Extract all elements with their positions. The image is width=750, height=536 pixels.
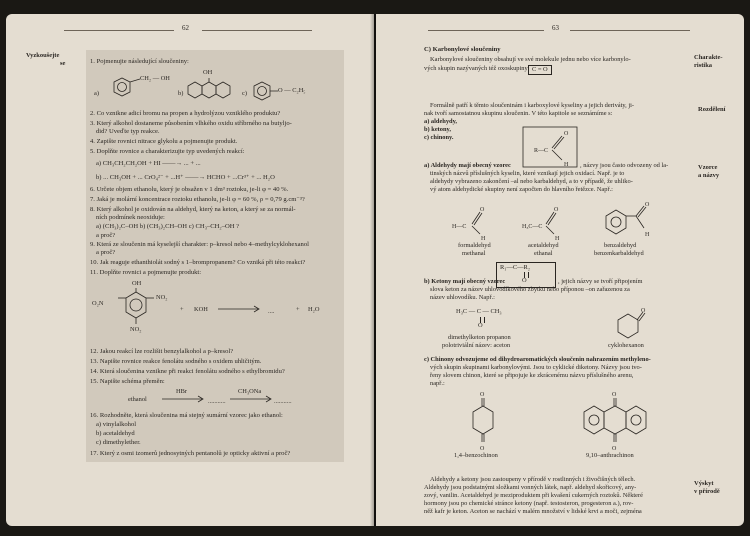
right-page <box>376 14 744 526</box>
q1-group-a: CH₂ — OH <box>140 75 170 82</box>
svg-text:O: O <box>641 308 646 314</box>
formaldehyde-name: formaldehyd <box>458 242 491 249</box>
division-chinony: c) chinony. <box>424 134 454 141</box>
question-8-why: a proč? <box>96 232 116 239</box>
question-8-cont: ních podmínek neoxiduje: <box>96 214 165 221</box>
q15-reagent-2: CH₃ONa <box>238 388 262 395</box>
question-5: 5. Doplňte rovnice a charakterizujte typ uvedených reakcí: <box>90 148 245 155</box>
quinones-line-1: c) Chinony odvozujeme od dihydroaromatických sloučenin nahrazením methyleno- <box>424 356 651 363</box>
question-4: 4. Zapište rovnici nitrace glykolu a pojmenujte produkt. <box>90 138 238 145</box>
oxo-group-box: C = O <box>528 65 552 75</box>
benzaldehyde-name-2: benzenkarbaldehyd <box>594 250 644 257</box>
svg-text:H: H <box>481 236 486 242</box>
acetone-formula: H₃C — C — CH₃ <box>456 308 502 315</box>
svg-text:O: O <box>564 131 569 137</box>
acetaldehyde-name: acetaldehyd <box>528 242 559 249</box>
benzaldehyde-name: benzaldehyd <box>604 242 637 249</box>
question-17: 17. Který z osmi izomerů jednosytných pentanolů je opticky aktivní a proč? <box>90 450 291 457</box>
quinones-line-2: vých skupin skupinami karbonylovými. Jsou to cyklické diketony. Názvy jsou tvo- <box>430 364 642 371</box>
header-rule <box>570 30 690 31</box>
q1-group-b: OH <box>203 69 213 76</box>
division-line-1: Formálně patří k těmto sloučeninám i karboxylové kyseliny a jejich deriváty, ji- <box>430 102 635 109</box>
aldehydes-line-4: vý atom aldehydické skupiny není započten do hlavního řetězce. Např.: <box>430 186 613 193</box>
svg-text:R—C: R—C <box>534 148 549 154</box>
svg-text:H: H <box>555 236 560 242</box>
question-1: 1. Pojmenujte následující sloučeniny: <box>90 58 189 65</box>
question-16c: c) dimethylether. <box>96 439 141 446</box>
svg-text:O: O <box>645 202 650 208</box>
q1-label-b: b) <box>178 90 184 97</box>
formaldehyde-structure <box>450 202 510 242</box>
acetaldehyde-name-2: ethanal <box>534 250 553 257</box>
question-7: 7. Jaká je molární koncentrace roztoku ethanolu, je-li φ = 60 %, ρ = 0,79 g.cm⁻³? <box>90 196 305 203</box>
page-number: 62 <box>182 24 189 32</box>
q15-product: ........... <box>274 398 292 405</box>
acetone-oxygen: O <box>478 322 483 329</box>
scheme-arrow-1 <box>160 394 206 404</box>
q1-group-c: O — C₂H₅ <box>278 87 306 94</box>
question-3: 3. Který alkohol dostaneme působením vlhkého oxidu stříbrného na butyljo- <box>90 120 292 127</box>
q11-no2-right: NO₂ <box>156 294 168 301</box>
question-5a: a) CH₃CH₂CH₂OH + HI ——→ ... + ... <box>96 160 201 167</box>
section-title: C) Karbonylové sloučeniny <box>424 46 501 53</box>
header-rule <box>64 30 174 31</box>
question-13: 13. Napište rovnice reakce fenolátu sodného s oxidem uhličitým. <box>90 358 262 365</box>
aldehyde-general-formula <box>522 126 578 168</box>
question-5b: b) ... CH₃OH + ... CrO₄²⁻ + ...H⁺ ——→ HCHO + ...Cr³⁺ + ... H₂O <box>96 174 275 181</box>
benzoquinone-name: 1,4–benzochinon <box>454 452 498 459</box>
occurrence-line-5: něž kafr je keton. Aceton se nachází v malém množství v lidské krvi a moči, zejména <box>424 508 642 515</box>
svg-text:O: O <box>480 446 485 452</box>
svg-text:O: O <box>554 207 559 213</box>
ketones-line-1-end: , jejich názvy se tvoří připojením <box>558 278 643 285</box>
reaction-arrow <box>216 304 262 314</box>
q11-product: .... <box>268 308 275 315</box>
cyclohexanone-name: cyklohexanon <box>608 342 644 349</box>
question-2: 2. Co vznikne adicí bromu na propen a hydrolýzou vzniklého produktu? <box>90 110 281 117</box>
q11-plus: + <box>180 306 184 313</box>
question-10: 10. Jak reaguje ethanthiolát sodný s 1–brompropanem? Co vzniká při této reakci? <box>90 259 306 266</box>
cyclohexanone-structure <box>608 306 648 342</box>
svg-text:H: H <box>564 162 569 168</box>
header-rule <box>202 30 312 31</box>
ketones-line-2: slova keton za název uhlovodíkového zbytku nebo příponou –on zařazenou za <box>430 286 630 293</box>
question-9: 9. Která ze sloučenin má kyselejší charakter: p–kresol nebo 4–methylcyklohexanol <box>90 241 309 248</box>
q15-intermediate: ........... <box>208 398 226 405</box>
question-11: 11. Doplňte rovnici a pojmenujte produkt: <box>90 269 202 276</box>
q11-no2-bottom: NO₂ <box>130 326 142 333</box>
question-16a: a) vinylalkohol <box>96 421 137 428</box>
occurrence-line-1: Aldehydy a ketony jsou zastoupeny v přírodě v rostlinných i živočišných tělech. <box>430 476 636 483</box>
header-rule <box>428 30 544 31</box>
ketone-general-formula: R₁—C—R₂ O <box>496 262 556 288</box>
anthraquinone-name: 9,10–anthrachinon <box>586 452 634 459</box>
ketones-line-1: b) Ketony mají obecný vzorec <box>424 278 506 285</box>
intro-line-2: vých skupin nazývaných též oxoskupiny <box>424 65 528 72</box>
division-ketony: b) ketony, <box>424 126 451 133</box>
ketones-line-3: název uhlovodíku. Např.: <box>430 294 495 301</box>
occurrence-line-4: hormony jsou po chemické stránce ketony (např. testosteron, progesteron a.), rov- <box>424 500 634 507</box>
occurrence-line-2: Aldehydy jsou podstatnými složkami vonných látek, např. aldehyd skořicový, any- <box>424 484 637 491</box>
left-page <box>6 14 374 526</box>
acetone-name: dimethylketon propanon <box>448 334 511 341</box>
question-14: 14. Která sloučenina vznikne při reakci fenolátu sodného s ethylbromidu? <box>90 368 285 375</box>
svg-text:O: O <box>480 392 485 398</box>
side-heading-vzorce: Vzorce a názvy <box>698 164 720 179</box>
q1-label-c: c) <box>242 90 247 97</box>
anthraquinone-structure <box>580 390 650 452</box>
q11-water: H₂O <box>308 306 320 313</box>
question-8: 8. Který alkohol je oxidován na aldehyd, který na keton, a který se za normál- <box>90 206 296 213</box>
q1-label-a: a) <box>94 90 99 97</box>
svg-text:H₃C—C: H₃C—C <box>522 224 543 230</box>
question-15: 15. Napište schéma přeměn: <box>90 378 165 385</box>
q11-plus-2: + <box>296 306 300 313</box>
aldehydes-line-3: aldehydy vybrazeno zakončení –al nebo karbaldehyd, a to v případě, že uhliko- <box>430 178 633 185</box>
scheme-arrow-2 <box>228 394 274 404</box>
acetone-name-2: polotriviální název: aceton <box>442 342 511 349</box>
question-3-cont: did? Uveďte typ reakce. <box>96 128 160 135</box>
side-heading: Vyzkoušejte se <box>26 52 66 67</box>
division-line-2: nak tvoří samostatnou skupinu sloučenin. V této kapitole se seznámíme s: <box>424 110 613 117</box>
aldehydes-line-1-end: , názvy jsou často odvozeny od la- <box>580 162 669 169</box>
formaldehyde-name-2: methanal <box>462 250 486 257</box>
page-number: 63 <box>552 24 559 32</box>
benzoquinone-structure <box>466 390 500 452</box>
aldehydes-line-2: tinských názvů příslušných kyselin, které vznikají jejich oxidací. Např. je to <box>430 170 625 177</box>
question-8-options: a) (CH₃)₂C–OH b) (CH₃)₂CH–OH c) CH₃–CH₂–OH ? <box>96 223 240 230</box>
quinones-line-4: např.: <box>430 380 445 387</box>
question-12: 12. Jakou reakcí lze rozlišit benzylalkohol a p–kresol? <box>90 348 234 355</box>
occurrence-line-3: zový, vanilin. Acetaldehyd je meziproduktem při kvašení cukerných roztoků. Některé <box>424 492 643 499</box>
side-heading-charakteristika: Charakte- ristika <box>694 54 723 69</box>
question-9-why: a proč? <box>96 249 116 256</box>
svg-text:H: H <box>645 232 650 238</box>
svg-text:O: O <box>612 446 617 452</box>
svg-text:O: O <box>480 207 485 213</box>
anthrol-structure <box>186 78 246 106</box>
quinones-line-3: řeny slovem chinon, které se připojuje ke zkrácenému názvu příslušného arenu, <box>430 372 634 379</box>
side-heading-vyskyt: Výskyt v přírodě <box>694 480 720 495</box>
svg-text:O: O <box>612 392 617 398</box>
division-aldehydy: a) aldehydy, <box>424 118 458 125</box>
q15-reagent-1: HBr <box>176 388 188 395</box>
intro-line-1: Karbonylové sloučeniny obsahují ve své molekule jednu nebo více karbonylo- <box>430 56 631 63</box>
phenetole-structure <box>250 80 280 104</box>
acetaldehyde-structure <box>520 202 580 242</box>
question-6: 6. Určete objem ethanolu, který je obsažen v 1 dm³ roztoku, je-li φ = 40 %. <box>90 186 289 193</box>
q11-no2-left: O₂N <box>92 300 104 307</box>
benzaldehyde-structure <box>602 200 666 242</box>
question-16: 16. Rozhodněte, která sloučenina má stejný sumární vzorec jako ethanol: <box>90 412 283 419</box>
q15-start: ethanol <box>128 396 147 403</box>
svg-text:H—C: H—C <box>452 224 467 230</box>
q11-oh: OH <box>132 280 142 287</box>
side-heading-rozdeleni: Rozdělení <box>698 106 726 113</box>
question-16b: b) acetaldehyd <box>96 430 135 437</box>
aldehydes-line-1: a) Aldehydy mají obecný vzorec <box>424 162 511 169</box>
q11-koh: KOH <box>194 306 208 313</box>
